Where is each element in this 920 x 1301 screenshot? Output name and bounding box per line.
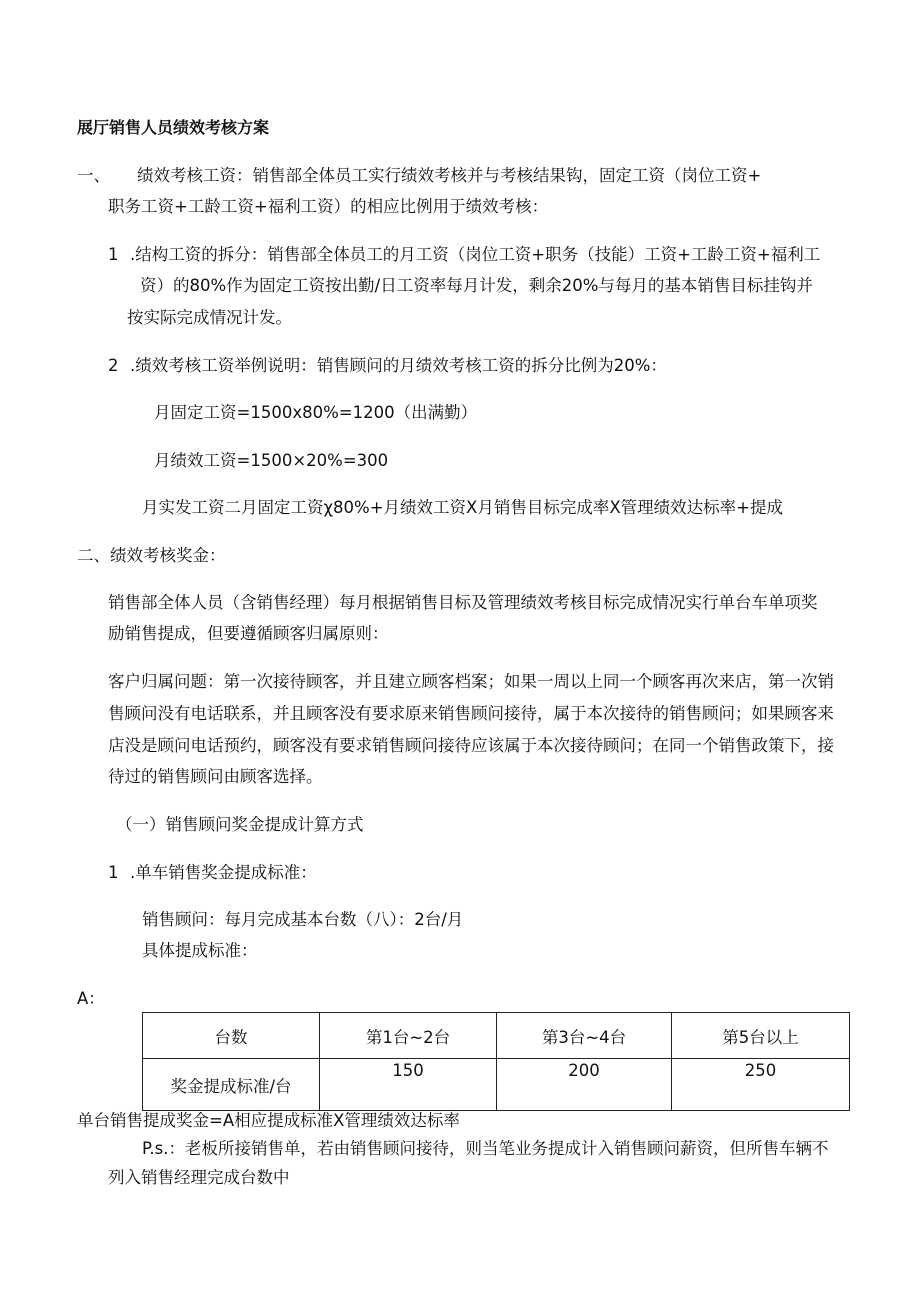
formula-fixed-salary: 月固定工资=1500x80%=1200（出满勤） <box>154 403 478 422</box>
table-cell: 150 <box>320 1059 497 1111</box>
section1-marker: 一、 <box>77 166 110 185</box>
table-row-label: 奖金提成标准/台 <box>143 1059 320 1111</box>
table-cell: 200 <box>497 1059 672 1111</box>
section1-heading-line2: 职务工资+工龄工资+福利工资）的相应比例用于绩效考核： <box>108 197 549 216</box>
table-row <box>143 1059 850 1111</box>
item1-line2: 资）的80%作为固定工资按出勤/日工资率每月计发，剩余20%与每月的基本销售目标挂钩并 <box>140 276 813 295</box>
table-header-cell: 台数 <box>143 1013 320 1059</box>
bonus-table <box>142 1012 850 1111</box>
customer-ownership-line3: 店没是顾问电话预约，顾客没有要求销售顾问接待应该属于本次接待顾问；在同一个销售政策下，接 <box>108 736 834 755</box>
item1-line3: 按实际完成情况计发。 <box>127 308 292 327</box>
table-header-cell: 第5台以上 <box>672 1013 850 1059</box>
consultant-quota-line: 销售顾问：每月完成基本台数（八）：2台/月 <box>142 910 464 929</box>
single-car-item-number: 1 <box>108 863 119 882</box>
formula-performance-salary: 月绩效工资=1500×20%=300 <box>154 451 389 470</box>
item2-line1: .绩效考核工资举例说明：销售顾问的月绩效考核工资的拆分比例为20%： <box>130 356 667 375</box>
page-title: 展厅销售人员绩效考核方案 <box>77 118 270 137</box>
item2-number: 2 <box>108 356 119 375</box>
table-header-cell: 第1台~2台 <box>320 1013 497 1059</box>
single-car-item-text: .单车销售奖金提成标准： <box>130 863 317 882</box>
customer-ownership-line4: 待过的销售顾问由顾客选择。 <box>108 767 323 786</box>
table-cell: 250 <box>672 1059 850 1111</box>
customer-ownership-line1: 客户归属问题：第一次接待顾客，并且建立顾客档案；如果一周以上同一个顾客再次来店，第一次销 <box>108 672 834 691</box>
section2-para1-line1: 销售部全体人员（含销售经理）每月根据销售目标及管理绩效考核目标完成情况实行单台车单项奖 <box>108 593 818 612</box>
table-header-row <box>143 1013 850 1059</box>
customer-ownership-line2: 售顾问没有电话联系，并且顾客没有要求原来销售顾问接待，属于本次接待的销售顾问；如果顾客来 <box>108 704 834 723</box>
item1-number: 1 <box>108 245 119 264</box>
subsection-heading: （一）销售顾问奖金提成计算方式 <box>116 815 364 834</box>
section2-heading: 二、绩效考核奖金： <box>77 546 226 565</box>
commission-formula: 单台销售提成奖金=A相应提成标准X管理绩效达标率 <box>77 1111 460 1130</box>
section2-para1-line2: 励销售提成，但要遵循顾客归属原则： <box>108 624 389 643</box>
ps-note-line2: 列入销售经理完成台数中 <box>108 1168 290 1187</box>
table-label: A： <box>77 989 105 1008</box>
table-header-cell: 第3台~4台 <box>497 1013 672 1059</box>
formula-actual-salary: 月实发工资二月固定工资χ80%+月绩效工资X月销售目标完成率X管理绩效达标率+提成 <box>142 498 783 517</box>
item1-line1: .结构工资的拆分：销售部全体员工的月工资（岗位工资+职务（技能）工资+工龄工资+福利工 <box>130 245 821 264</box>
ps-note-line1: P.s.：老板所接销售单，若由销售顾问接待，则当笔业务提成计入销售顾问薪资，但所售车辆不 <box>142 1139 829 1158</box>
section1-heading-line1: 绩效考核工资：销售部全体员工实行绩效考核并与考核结果钩，固定工资（岗位工资+ <box>137 166 762 185</box>
standard-label: 具体提成标准： <box>142 941 258 960</box>
